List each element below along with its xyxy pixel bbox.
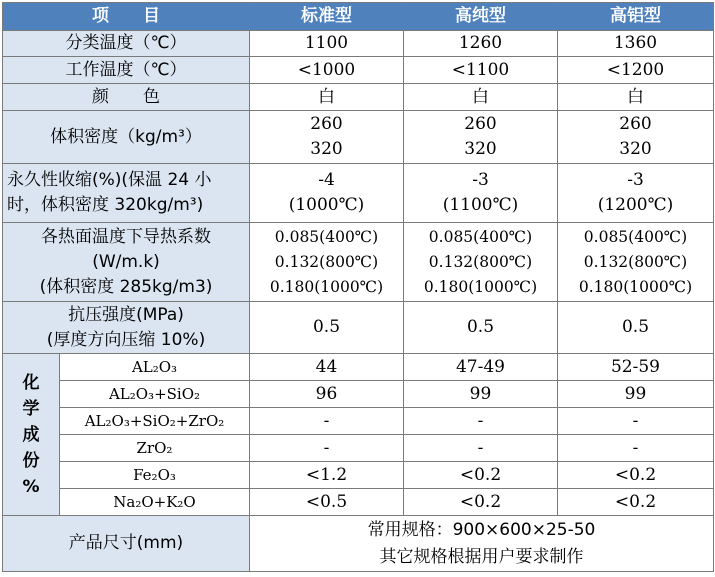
cell-line: 0.132(800℃) (583, 252, 688, 271)
table-cell: - (250, 408, 404, 435)
vertical-char: % (22, 476, 40, 497)
table-cell: - (404, 435, 558, 462)
table-cell: 1100 (250, 31, 404, 57)
product-size-value (250, 516, 714, 572)
spec-table (2, 2, 714, 572)
table-cell: 白 (250, 84, 404, 111)
table-cell: 0.5 (404, 302, 558, 354)
table-cell (558, 223, 714, 302)
table-cell: <0.2 (404, 462, 558, 489)
table-header-row (3, 3, 714, 31)
composition-row (3, 354, 714, 381)
composition-name: Na₂O+K₂O (60, 489, 250, 516)
row-label: 颜 色 (3, 84, 250, 111)
cell-line: 0.132(800℃) (274, 252, 379, 271)
table-cell: <0.2 (558, 489, 714, 516)
header-standard: 标准型 (250, 3, 404, 31)
table-cell: 47-49 (404, 354, 558, 381)
label-line: 永久性收缩(%)(保温 24 小 (7, 170, 212, 190)
table-cell: 白 (404, 84, 558, 111)
table-cell (404, 164, 558, 223)
row-label: 产品尺寸(mm) (3, 516, 250, 572)
cell-line: 0.085(400℃) (428, 227, 533, 246)
label-line: (厚度方向压缩 10%) (46, 329, 206, 350)
table-cell: 99 (404, 381, 558, 408)
composition-row (3, 408, 714, 435)
table-cell: 99 (558, 381, 714, 408)
composition-row (3, 435, 714, 462)
vertical-char: 成 (22, 424, 40, 445)
cell-line: 260 (464, 114, 497, 134)
table-cell: - (558, 435, 714, 462)
cell-line: 0.180(1000℃) (578, 277, 693, 296)
cell-line: 0.180(1000℃) (269, 277, 384, 296)
table-cell (404, 111, 558, 164)
cell-line: 320 (619, 139, 652, 159)
label-line: (W/m.k) (92, 251, 160, 272)
cell-line: 常用规格：900×600×25-50 (367, 519, 596, 540)
cell-line: 320 (310, 139, 343, 159)
cell-line: 0.085(400℃) (583, 227, 688, 246)
vertical-char: 化 (22, 372, 40, 393)
row-label (3, 302, 250, 354)
table-cell: 44 (250, 354, 404, 381)
label-line: 各热面温度下导热系数 (41, 226, 211, 247)
composition-name: ZrO₂ (60, 435, 250, 462)
cell-line: 260 (310, 114, 343, 134)
table-cell: <1.2 (250, 462, 404, 489)
table-cell: <1100 (404, 57, 558, 84)
composition-name: AL₂O₃+SiO₂+ZrO₂ (60, 408, 250, 435)
table-cell: <1000 (250, 57, 404, 84)
cell-line: 260 (619, 114, 652, 134)
table-cell: 96 (250, 381, 404, 408)
table-row (3, 57, 714, 84)
table-cell (250, 223, 404, 302)
cell-line: 0.085(400℃) (274, 227, 379, 246)
cell-line: 0.132(800℃) (428, 252, 533, 271)
header-high-purity: 高纯型 (404, 3, 558, 31)
table-cell (404, 223, 558, 302)
vertical-char: 学 (22, 398, 40, 419)
table-cell (558, 164, 714, 223)
table-cell (250, 111, 404, 164)
table-cell: 0.5 (250, 302, 404, 354)
composition-name: AL₂O₃ (60, 354, 250, 381)
cell-line: -4 (318, 170, 335, 190)
composition-name: Fe₂O₃ (60, 462, 250, 489)
table-cell: <0.2 (404, 489, 558, 516)
row-label (3, 164, 250, 223)
table-cell: - (250, 435, 404, 462)
table-row (3, 302, 714, 354)
cell-line: -3 (627, 170, 644, 190)
table-row (3, 516, 714, 572)
composition-row (3, 462, 714, 489)
table-row (3, 84, 714, 111)
cell-line: 其它规格根据用户要求制作 (379, 546, 584, 567)
row-label: 体积密度（kg/m³） (3, 111, 250, 164)
row-label: 分类温度（℃） (3, 31, 250, 57)
composition-name: AL₂O₃+SiO₂ (60, 381, 250, 408)
label-line: 时，体积密度 320kg/m³) (7, 195, 204, 215)
vertical-char: 份 (22, 450, 40, 471)
row-label: 工作温度（℃） (3, 57, 250, 84)
cell-line: (1100℃) (442, 195, 519, 215)
table-row (3, 164, 714, 223)
composition-row (3, 489, 714, 516)
table-cell: 1260 (404, 31, 558, 57)
composition-group-label (3, 354, 60, 516)
cell-line: (1000℃) (288, 195, 365, 215)
table-cell: 1360 (558, 31, 714, 57)
table-cell: - (558, 408, 714, 435)
cell-line: -3 (472, 170, 489, 190)
label-line: (体积密度 285kg/m3) (39, 276, 213, 297)
header-high-alumina: 高铝型 (558, 3, 714, 31)
header-item: 项 目 (3, 3, 250, 31)
table-cell: 0.5 (558, 302, 714, 354)
table-cell (250, 164, 404, 223)
label-line: 抗压强度(MPa) (68, 304, 184, 325)
cell-line: 320 (464, 139, 497, 159)
cell-line: (1200℃) (597, 195, 674, 215)
table-cell: 52-59 (558, 354, 714, 381)
table-row (3, 31, 714, 57)
table-cell: - (404, 408, 558, 435)
table-cell: <0.5 (250, 489, 404, 516)
table-cell (558, 111, 714, 164)
table-cell: <1200 (558, 57, 714, 84)
table-cell: 白 (558, 84, 714, 111)
table-row (3, 223, 714, 302)
row-label (3, 223, 250, 302)
composition-row (3, 381, 714, 408)
table-cell: <0.2 (558, 462, 714, 489)
cell-line: 0.180(1000℃) (423, 277, 538, 296)
table-row (3, 111, 714, 164)
